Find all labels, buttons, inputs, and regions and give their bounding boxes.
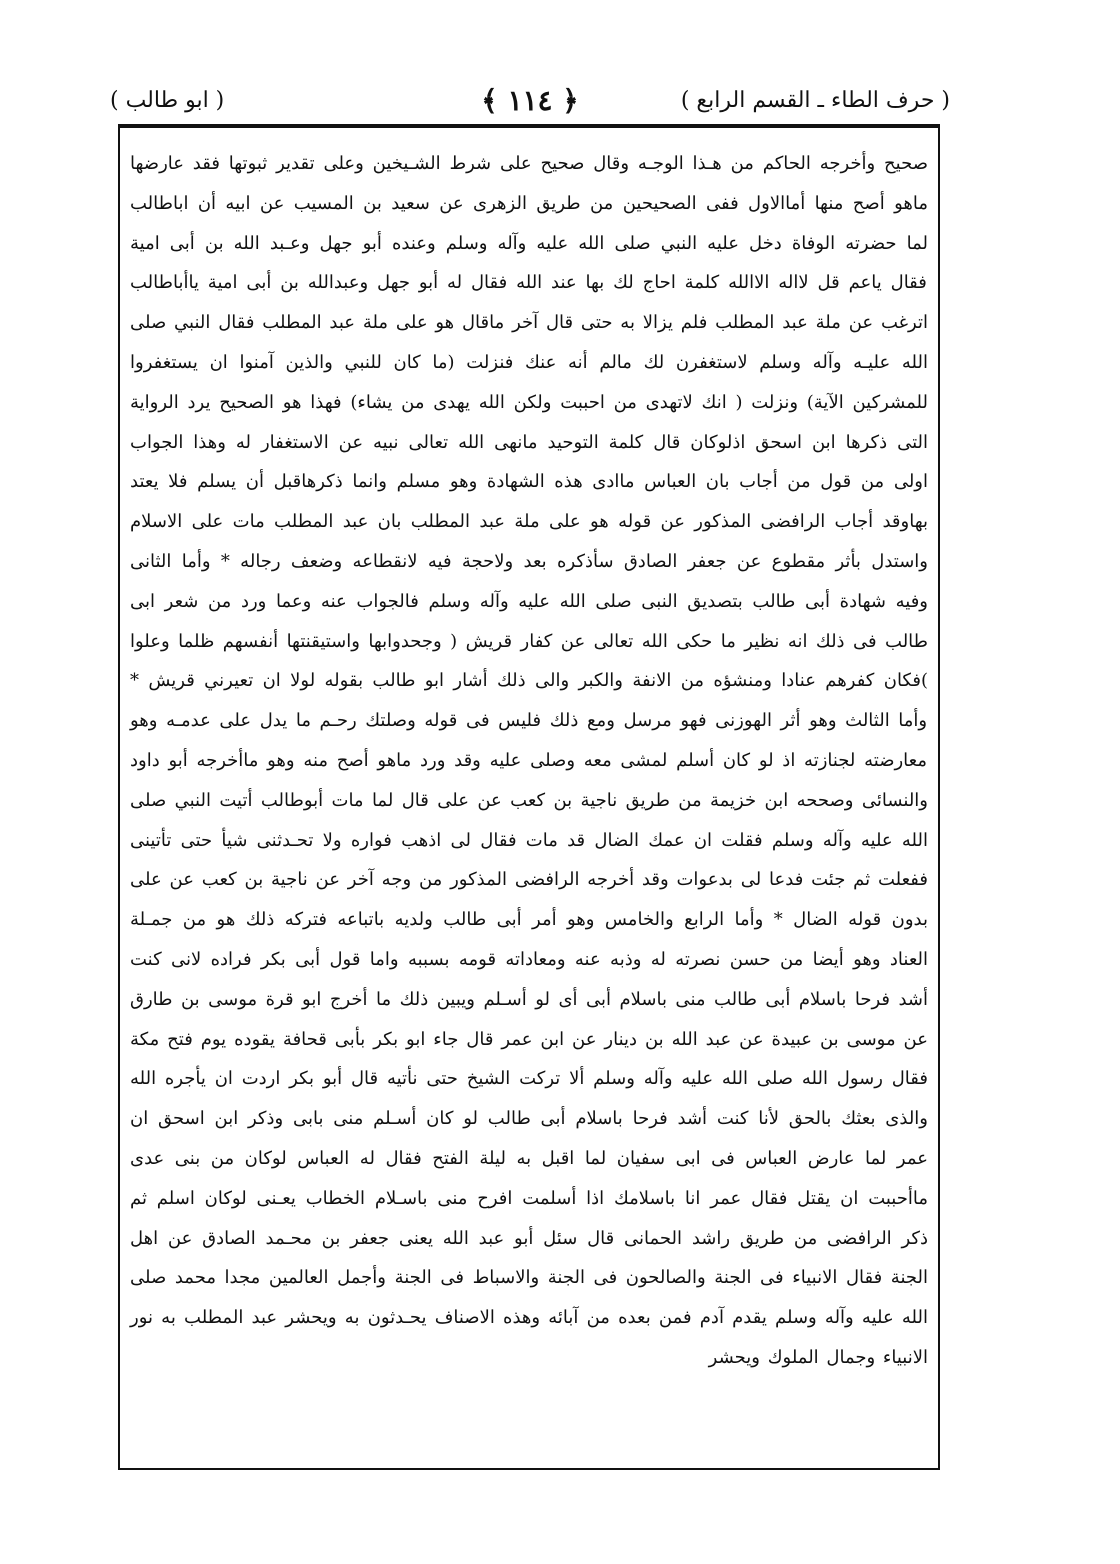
text-line: ذلك انه نظير ما حكى الله تعالى عن كفار قريش ( وجحدوابها واستيقنتها أنفسهم ظلما وعلوا )فكان xyxy=(130,630,929,692)
text-line: فقال عمر انا باسلامك اذا أسلمت افرح منى باسـلام الخطاب يعـنى لوكان اسلم ثم ذكر الرافضى من xyxy=(130,1187,928,1249)
text-line: أجاب الرافضى المذكور عن قوله هو على ملة عبد المطلب بان عبد المطلب مات على الاسلام واستدل بأثر xyxy=(130,511,928,572)
text-line: شهادة أبى طالب بتصديق النبى صلى الله عليه وآله وسلم فالجواب عنه وعما ورد من شعر ابى طالب فى xyxy=(130,590,928,652)
text-line: جئت فدعا لى بدعوات وقد أخرجه الرافضى المذكور من وجه آخر عن ناجية بن كعب عن على بدون xyxy=(130,869,928,931)
text-line: رسول الله صلى الله عليه وآله وسلم ألا تركت الشيخ حتى نأتيه قال أبو بكر اردت ان يأجره الله والذى xyxy=(130,1068,928,1130)
text-line: الآية) ونزلت ( انك لاتهدى من احببت ولكن الله يهدى من يشاء) فهذا هو الصحيح يرد الرواية التى xyxy=(130,391,928,453)
text-line: عارض العباس فى ابى سفيان لما اقبل به ليلة الفتح فقال له العباس لوكان من بنى عدى ماأحببت ان يقتل xyxy=(130,1147,928,1209)
text-line: عارضها ماهو أصح منها أماالاول ففى الصحيحين من طريق الزهرى عن سعيد بن المسيب عن ابيه أن xyxy=(130,153,928,214)
text-line: عليـه وآله وسلم لاستغفرن لك مالم أنه عنك فنزلت (ما كان للنبي والذين آمنوا ان يستغفروا للمشركين xyxy=(130,351,929,413)
text-line: من قول من أجاب بان العباس ماادى هذه الشهادة وهو مسلم وانما ذكرهاقبل أن يسلم فلا يعتد بهاوقد xyxy=(130,471,928,533)
text-line: الثالث وهو أثر الهوزنى فهو مرسل ومع ذلك فليس فى قوله وصلتك رحـم ما يدل على عدمـه وهو xyxy=(130,710,890,732)
page-frame xyxy=(118,124,940,1470)
page-header xyxy=(110,84,950,124)
text-line: وهو أيضا من حسن نصرته له وذبه عنه ومعاداته قومه بسببه واما قول أبى بكر فراده لانى كنت أشد xyxy=(130,948,928,1010)
text-line: صحيح وأخرجه الحاكم من هـذا الوجـه وقال صحيح على شرط الشـيخين وعلى تقدير ثبوتها فقد xyxy=(183,153,928,174)
page-number: ﴿ ١١٤ ﴾ xyxy=(481,84,579,117)
text-line: موسى بن عبيدة عن عبد الله بن دينار عن ابن عمر قال جاء ابو بكر بأبى قحافة يقوده يوم فتح مكة فقال xyxy=(130,1028,928,1090)
text-line: فمن بعده من آبائه وهذه الاصناف يحـدثون به ويحشر عبد المطلب به نور الانبياء وجمال الملوك ويحشر xyxy=(130,1307,928,1368)
text-line: قوله الضال * وأما الرابع والخامس وهو أمر أبى طالب ولديه باتباعه فتركه ذلك هو من جمـلة العناد xyxy=(130,909,928,970)
text-line: اباطالب لما حضرته الوفاة دخل عليه النبي صلى الله عليه وآله وسلم وعنده أبو جهل وعـبد الله بن أبى xyxy=(130,192,928,254)
entry-title: ( ابو طالب ) xyxy=(110,88,225,113)
text-line: امية فقال ياعم قل لااله الاالله كلمة احاج لك بها عند الله فقال له أبو جهل وعبدالله بن أبى امية ياأباطالب xyxy=(130,232,927,294)
text-line: الجنة والصالحون فى الجنة والاسباط فى الجنة وأجمل العالمين مجدا محمد صلى الله عليه وآله وسلم يقدم آدم xyxy=(130,1267,928,1329)
text-line: ذكرها ابن اسحق اذلوكان قال كلمة التوحيد مانهى الله تعالى نبيه عن الاستغفار له وهذا الجواب اولى xyxy=(130,431,928,493)
text-line: والنسائى وصححه ابن خزيمة من طريق ناجية بن كعب عن على قال لما مات أبوطالب أتيت النبي صلى الله عليه xyxy=(130,789,928,851)
text-line: كفرهم عنادا ومنشؤه من الانفة والكبر والى ذلك أشار ابو طالب بقوله لولا ان تعيرني قريش * وأما xyxy=(130,670,928,732)
text-line: فرحا باسلام أبى طالب منى باسلام أبى أى لو أسـلم ويبين ذلك ما أخرج ابو قرة موسى بن طارق عن xyxy=(130,988,928,1050)
text-line: وآله وسلم فقلت ان عمك الضال قد مات فقال لى اذهب فواره ولا تحـدثنى شيأ حتى تأتينى ففعلت ثم xyxy=(130,829,928,891)
text-line: اترغب عن ملة عبد المطلب فلم يزالا به حتى قال آخر ماقال هو على ملة عبد المطلب فقال النبي صلى الله xyxy=(130,312,928,373)
section-title: ( حرف الطاء ـ القسم الرابع ) xyxy=(680,88,950,113)
text-line: مقطوع عن جعفر الصادق سأذكره بعد ولاحجة فيه لانقطاعه وضعف رجاله * وأما الثانى وفيه xyxy=(130,550,928,612)
body-text xyxy=(130,144,928,1378)
text-line: طريق راشد الحمانى قال سئل أبو عبد الله يعنى جعفر بن محـمد الصادق عن اهل الجنة فقال الانبياء فى xyxy=(130,1227,928,1289)
text-line: معارضته لجنازته اذ لو كان أسلم لمشى معه وصلى عليه وقد ورد ماهو أصح منه وهو ماأخرجه أبو داود xyxy=(130,749,927,771)
text-line: بعثك بالحق لأنا كنت أشد فرحا باسلام أبى طالب لو كان أسـلم منى بابى وذكر ابن اسحق ان عمر لما xyxy=(130,1108,928,1169)
